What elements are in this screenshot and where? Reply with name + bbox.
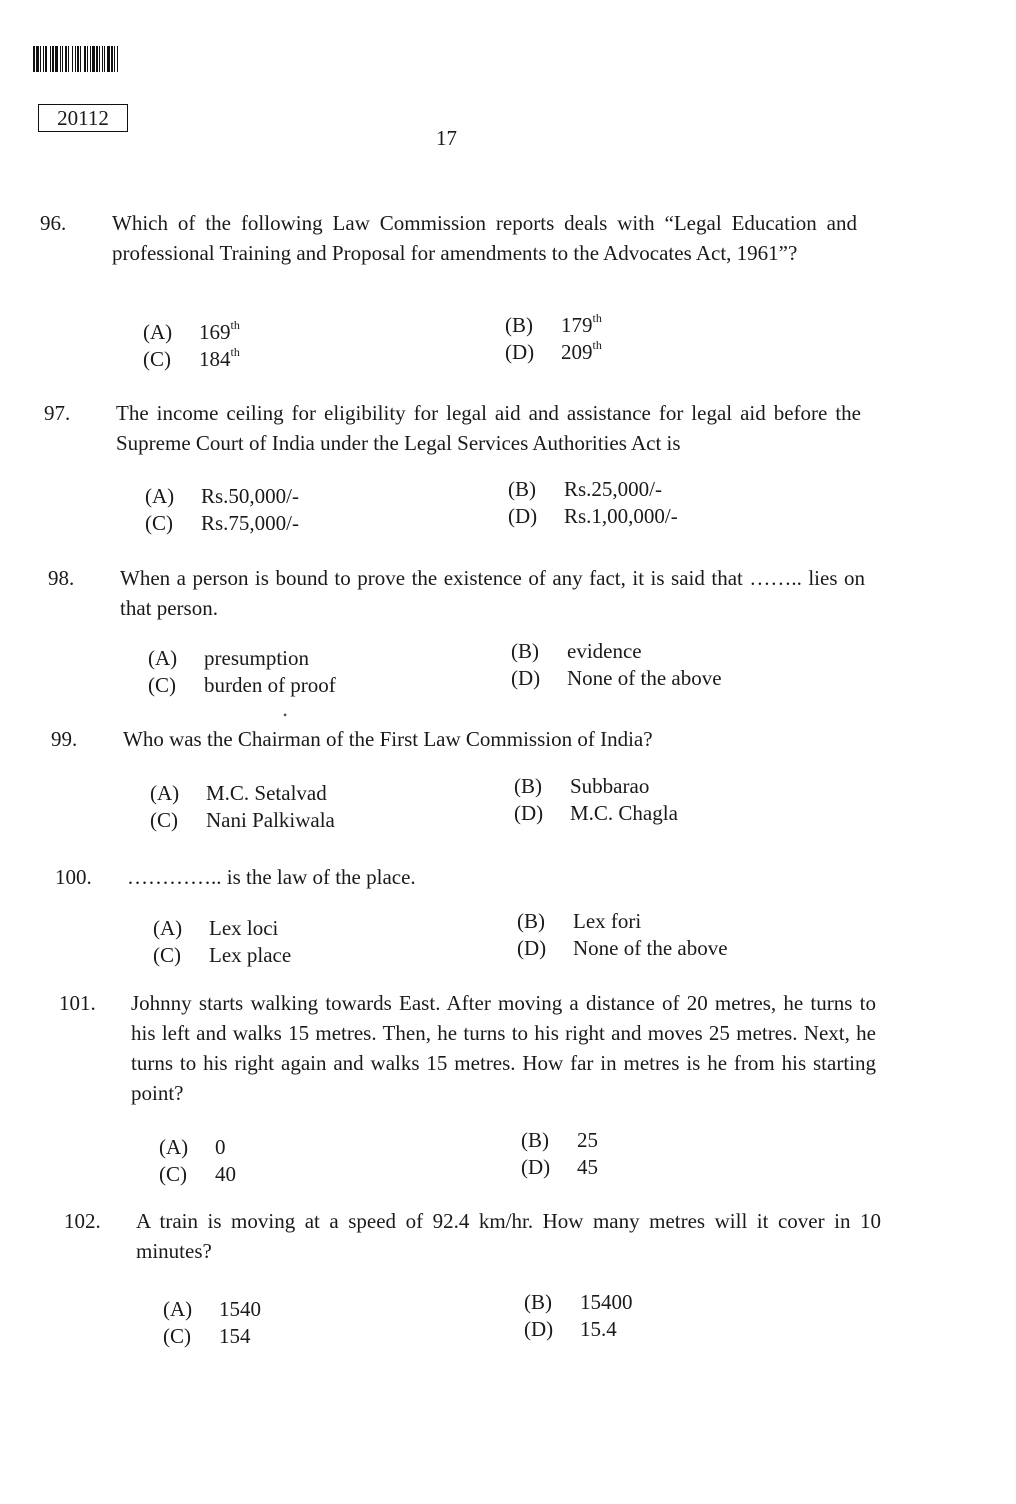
option-label: (B) — [514, 774, 542, 798]
option-value: Subbarao — [570, 774, 650, 798]
option-value: 184 — [199, 347, 231, 371]
option-d[interactable] — [505, 339, 602, 366]
question-text: Johnny starts walking towards East. After moving a distance of 20 metres, he turns to his left and walks 15 metres. Then, he turns to his right and moves 25 metres. Next, he turns to his right again and walks 15 metres. How far in metres is he from his starting point? — [131, 991, 876, 1105]
option-c[interactable] — [150, 807, 335, 834]
option-c[interactable] — [163, 1323, 251, 1350]
option-suffix: th — [230, 345, 240, 359]
option-suffix: th — [592, 311, 602, 325]
option-c[interactable] — [159, 1161, 236, 1188]
option-c[interactable] — [145, 510, 299, 537]
option-label: (C) — [153, 943, 181, 967]
option-label: (A) — [150, 781, 180, 805]
option-label: (A) — [163, 1297, 193, 1321]
option-a[interactable] — [145, 483, 299, 510]
option-c[interactable] — [148, 672, 336, 699]
question-number: 98. — [48, 566, 75, 590]
question-number: 97. — [44, 401, 71, 425]
question-number: 100. — [55, 865, 92, 889]
option-a[interactable] — [143, 319, 240, 346]
option-label: (C) — [145, 511, 173, 535]
question-text: A train is moving at a speed of 92.4 km/hr. How many metres will it cover in 10 minutes? — [136, 1209, 881, 1263]
option-label: (A) — [145, 484, 175, 508]
question-text: Which of the following Law Commission reports deals with “Legal Education and professional Training and Proposal for amendments to the Advocates Act, 1961”? — [112, 211, 857, 265]
option-a[interactable] — [150, 780, 327, 807]
question-number: 101. — [59, 991, 96, 1015]
option-b[interactable] — [517, 908, 641, 935]
option-value: presumption — [204, 646, 309, 670]
option-value: Lex place — [209, 943, 292, 967]
option-b[interactable] — [511, 638, 642, 665]
option-label: (C) — [159, 1162, 187, 1186]
barcode — [33, 46, 189, 72]
option-value: 15.4 — [580, 1317, 617, 1341]
option-d[interactable] — [508, 503, 678, 530]
option-label: (A) — [159, 1135, 189, 1159]
option-value: Rs.1,00,000/- — [564, 504, 678, 528]
option-label: (B) — [508, 477, 536, 501]
option-label: (C) — [150, 808, 178, 832]
page-number: 17 — [436, 126, 457, 150]
option-value: Nani Palkiwala — [206, 808, 335, 832]
option-value: Rs.50,000/- — [201, 484, 300, 508]
option-label: (A) — [143, 320, 173, 344]
option-suffix: th — [230, 318, 240, 332]
option-d[interactable] — [524, 1316, 617, 1343]
option-d[interactable] — [521, 1154, 598, 1181]
option-value: 25 — [577, 1128, 598, 1152]
option-suffix: th — [592, 338, 602, 352]
scan-speck: • — [283, 708, 288, 722]
question-number: 102. — [64, 1209, 101, 1233]
option-value: 15400 — [580, 1290, 633, 1314]
option-value: Rs.75,000/- — [201, 511, 300, 535]
option-value: 209 — [561, 340, 593, 364]
option-label: (B) — [505, 313, 533, 337]
option-a[interactable] — [163, 1296, 261, 1323]
option-value: 45 — [577, 1155, 598, 1179]
barcode-bar — [118, 46, 120, 72]
option-value: 1540 — [219, 1297, 261, 1321]
option-value: 154 — [219, 1324, 251, 1348]
option-value: M.C. Chagla — [570, 801, 678, 825]
option-label: (D) — [508, 504, 538, 528]
question-text: ………….. is the law of the place. — [127, 865, 416, 889]
option-b[interactable] — [508, 476, 662, 503]
option-value: Lex loci — [209, 916, 279, 940]
option-value: None of the above — [573, 936, 728, 960]
question-number: 96. — [40, 211, 67, 235]
question-text: The income ceiling for eligibility for legal aid and assistance for legal aid before the Supreme Court of India under the Legal Services Authorities Act is — [116, 401, 861, 455]
paper-code-box: 20112 — [38, 104, 128, 132]
option-value: 179 — [561, 313, 593, 337]
question-number: 99. — [51, 727, 78, 751]
option-value: Rs.25,000/- — [564, 477, 663, 501]
option-c[interactable] — [143, 346, 240, 373]
option-label: (C) — [163, 1324, 191, 1348]
option-d[interactable] — [517, 935, 728, 962]
option-value: None of the above — [567, 666, 722, 690]
option-a[interactable] — [148, 645, 309, 672]
option-label: (D) — [514, 801, 544, 825]
option-b[interactable] — [505, 312, 602, 339]
option-a[interactable] — [153, 915, 278, 942]
option-label: (B) — [524, 1290, 552, 1314]
option-label: (B) — [521, 1128, 549, 1152]
option-label: (D) — [524, 1317, 554, 1341]
option-b[interactable] — [521, 1127, 598, 1154]
option-value: burden of proof — [204, 673, 336, 697]
option-b[interactable] — [524, 1289, 633, 1316]
option-label: (C) — [148, 673, 176, 697]
option-value: 0 — [215, 1135, 226, 1159]
option-b[interactable] — [514, 773, 649, 800]
question-text: Who was the Chairman of the First Law Commission of India? — [123, 727, 653, 751]
option-a[interactable] — [159, 1134, 226, 1161]
option-value: evidence — [567, 639, 642, 663]
option-label: (D) — [521, 1155, 551, 1179]
option-value: M.C. Setalvad — [206, 781, 327, 805]
option-label: (D) — [517, 936, 547, 960]
option-label: (A) — [148, 646, 178, 670]
option-value: 169 — [199, 320, 231, 344]
option-label: (B) — [511, 639, 539, 663]
option-label: (D) — [511, 666, 541, 690]
option-d[interactable] — [514, 800, 678, 827]
option-label: (D) — [505, 340, 535, 364]
option-c[interactable] — [153, 942, 291, 969]
option-label: (B) — [517, 909, 545, 933]
question-text: When a person is bound to prove the existence of any fact, it is said that …….. lies on that person. — [120, 566, 865, 620]
option-value: 40 — [215, 1162, 236, 1186]
option-value: Lex fori — [573, 909, 642, 933]
option-d[interactable] — [511, 665, 722, 692]
option-label: (A) — [153, 916, 183, 940]
option-label: (C) — [143, 347, 171, 371]
